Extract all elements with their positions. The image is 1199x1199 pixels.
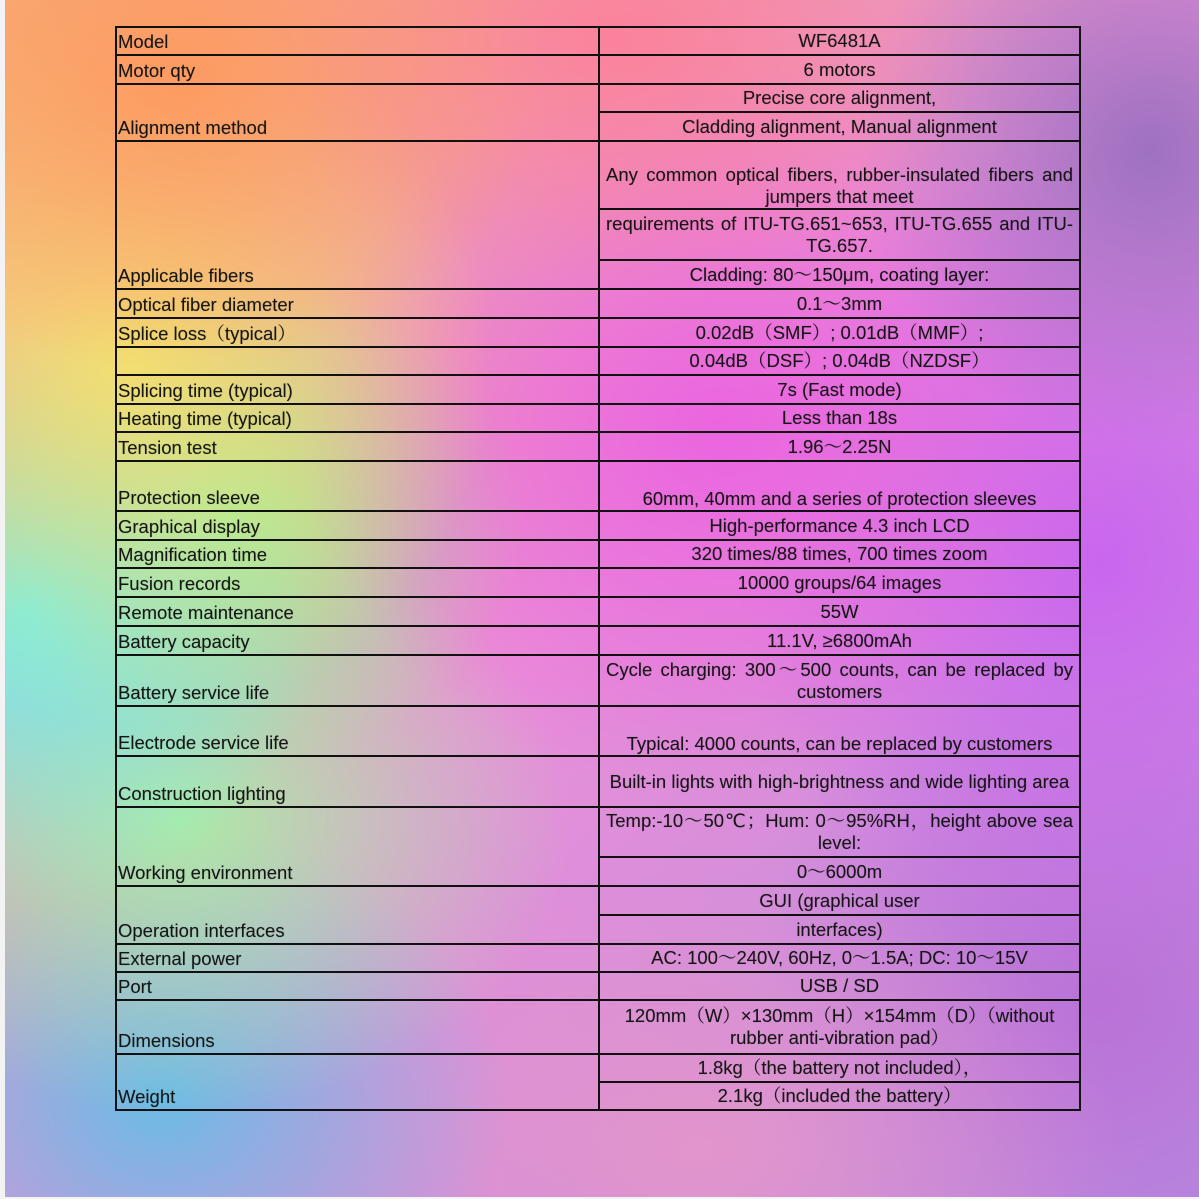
table-row bbox=[116, 318, 1080, 347]
spec-label: Model bbox=[116, 27, 599, 55]
table-row bbox=[116, 626, 1080, 655]
spec-label: Magnification time bbox=[116, 540, 599, 568]
spec-label: Dimensions bbox=[116, 1000, 599, 1054]
spec-value: USB / SD bbox=[599, 972, 1080, 1000]
spec-value: Built-in lights with high-brightness and wide lighting area bbox=[599, 756, 1080, 807]
table-row bbox=[116, 404, 1080, 432]
spec-label: Applicable fibers bbox=[116, 141, 599, 289]
table-row bbox=[116, 597, 1080, 626]
table-row bbox=[116, 141, 1080, 209]
spec-label: Splice loss（typical） bbox=[116, 318, 599, 347]
spec-value: 6 motors bbox=[599, 55, 1080, 84]
table-row bbox=[116, 347, 1080, 375]
spec-value: 11.1V, ≥6800mAh bbox=[599, 626, 1080, 655]
table-row bbox=[116, 568, 1080, 597]
spec-value: 320 times/88 times, 700 times zoom bbox=[599, 540, 1080, 568]
table-row bbox=[116, 511, 1080, 540]
spec-value: Cladding alignment, Manual alignment bbox=[599, 112, 1080, 141]
spec-value: 10000 groups/64 images bbox=[599, 568, 1080, 597]
spec-label: Heating time (typical) bbox=[116, 404, 599, 432]
spec-value: Cycle charging: 300～500 counts, can be replaced by customers bbox=[599, 655, 1080, 706]
spec-value: 0.1～3mm bbox=[599, 289, 1080, 318]
table-row bbox=[116, 55, 1080, 84]
spec-label: Fusion records bbox=[116, 568, 599, 597]
spec-value: 2.1kg（included the battery） bbox=[599, 1082, 1080, 1110]
table-row bbox=[116, 706, 1080, 756]
spec-label: Optical fiber diameter bbox=[116, 289, 599, 318]
spec-value: Temp:-10～50℃；Hum: 0～95%RH，height above sea level: bbox=[599, 807, 1080, 857]
spec-value: requirements of ITU-TG.651~653, ITU-TG.655 and ITU-TG.657. bbox=[599, 209, 1080, 260]
spec-value: 120mm（W）×130mm（H）×154mm（D）（without rubber anti-vibration pad） bbox=[599, 1000, 1080, 1054]
spec-label: Working environment bbox=[116, 807, 599, 886]
spec-label: Battery capacity bbox=[116, 626, 599, 655]
spec-table bbox=[115, 26, 1081, 1111]
spec-value: GUI (graphical user bbox=[599, 886, 1080, 915]
spec-value: Cladding: 80～150μm, coating layer: bbox=[599, 260, 1080, 289]
spec-value: Typical: 4000 counts, can be replaced by customers bbox=[599, 706, 1080, 756]
spec-label: Remote maintenance bbox=[116, 597, 599, 626]
spec-value: 1.96～2.25N bbox=[599, 432, 1080, 461]
table-row bbox=[116, 461, 1080, 511]
spec-label: External power bbox=[116, 944, 599, 972]
spec-label: Construction lighting bbox=[116, 756, 599, 807]
spec-value: 0.04dB（DSF）; 0.04dB（NZDSF） bbox=[599, 347, 1080, 375]
spec-label: Graphical display bbox=[116, 511, 599, 540]
spec-value: 60mm, 40mm and a series of protection sleeves bbox=[599, 461, 1080, 511]
table-row bbox=[116, 1000, 1080, 1054]
table-row bbox=[116, 289, 1080, 318]
spec-value: 7s (Fast mode) bbox=[599, 375, 1080, 404]
table-row bbox=[116, 432, 1080, 461]
table-row bbox=[116, 540, 1080, 568]
spec-value: 1.8kg（the battery not included）， bbox=[599, 1054, 1080, 1082]
table-row bbox=[116, 375, 1080, 404]
spec-label: Weight bbox=[116, 1054, 599, 1110]
table-row bbox=[116, 944, 1080, 972]
spec-value: AC: 100～240V, 60Hz, 0～1.5A; DC: 10～15V bbox=[599, 944, 1080, 972]
spec-value: 0～6000m bbox=[599, 857, 1080, 886]
spec-value: 55W bbox=[599, 597, 1080, 626]
spec-value: High-performance 4.3 inch LCD bbox=[599, 511, 1080, 540]
spec-label: Alignment method bbox=[116, 84, 599, 141]
spec-label: Operation interfaces bbox=[116, 886, 599, 944]
table-row bbox=[116, 972, 1080, 1000]
table-row bbox=[116, 756, 1080, 807]
spec-label bbox=[116, 347, 599, 375]
spec-label: Electrode service life bbox=[116, 706, 599, 756]
spec-value: 0.02dB（SMF）; 0.01dB（MMF）; bbox=[599, 318, 1080, 347]
table-row bbox=[116, 27, 1080, 55]
spec-label: Protection sleeve bbox=[116, 461, 599, 511]
spec-value: WF6481A bbox=[599, 27, 1080, 55]
spec-value: Precise core alignment, bbox=[599, 84, 1080, 112]
spec-value: Any common optical fibers, rubber-insulated fibers and jumpers that meet bbox=[599, 141, 1080, 209]
spec-label: Battery service life bbox=[116, 655, 599, 706]
spec-label: Splicing time (typical) bbox=[116, 375, 599, 404]
spec-value: interfaces) bbox=[599, 915, 1080, 944]
spec-label: Port bbox=[116, 972, 599, 1000]
page-frame-left bbox=[0, 0, 5, 1199]
table-row bbox=[116, 1054, 1080, 1082]
table-row bbox=[116, 807, 1080, 857]
table-row bbox=[116, 655, 1080, 706]
table-row bbox=[116, 886, 1080, 915]
spec-label: Motor qty bbox=[116, 55, 599, 84]
spec-label: Tension test bbox=[116, 432, 599, 461]
table-row bbox=[116, 84, 1080, 112]
spec-value: Less than 18s bbox=[599, 404, 1080, 432]
